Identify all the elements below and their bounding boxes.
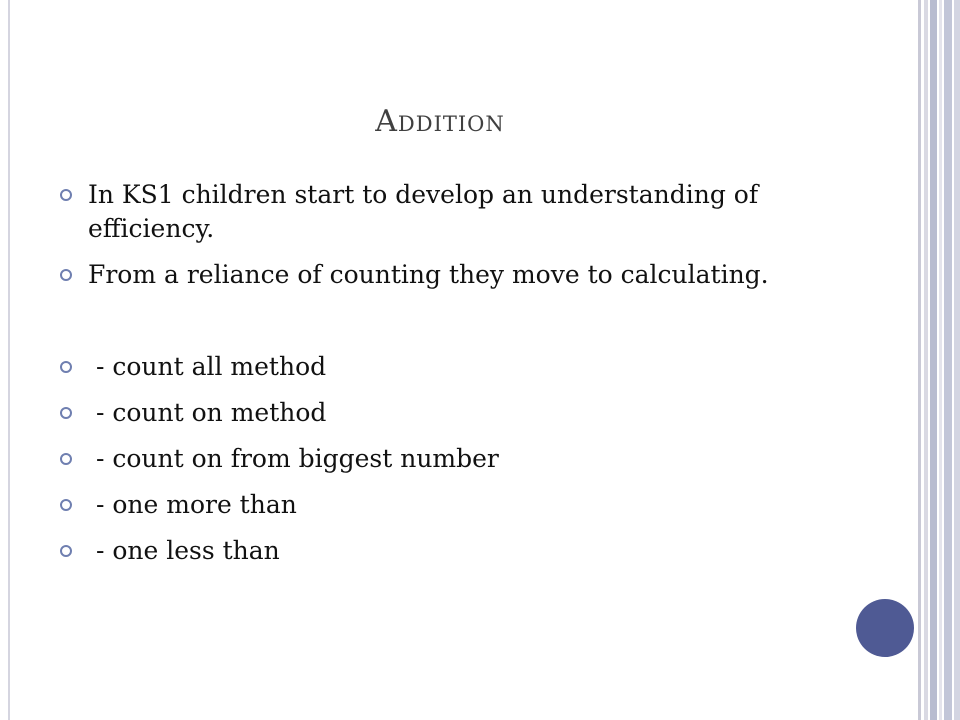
bullet-item [60,442,820,476]
bullet-text: From a reliance of counting they move to calculating. [88,260,769,289]
band-3 [930,0,937,720]
bullet-item [60,396,820,430]
bullet-text: - one more than [88,490,297,519]
band-4 [939,0,942,720]
bullet-item [60,488,820,522]
bullet-list [60,178,820,580]
bullet-text: - one less than [88,536,280,565]
band-2 [924,0,928,720]
decorative-circle [856,599,914,657]
bullet-marker-icon [60,545,72,557]
band-1 [918,0,921,720]
bullet-marker-icon [60,499,72,511]
bullet-text: - count all method [88,352,327,381]
bullet-marker-icon [60,361,72,373]
band-5 [944,0,952,720]
bullet-marker-icon [60,407,72,419]
slide-title [0,104,880,139]
bullet-marker-icon [60,269,72,281]
bullet-marker-icon [60,453,72,465]
bullet-item [60,178,820,246]
bullet-item [60,350,820,384]
bullet-item [60,534,820,568]
band-6 [954,0,960,720]
slide-title-text: Addition [375,104,505,139]
bullet-item [60,258,820,292]
right-decorative-bands [918,0,960,720]
bullet-text: - count on method [88,398,327,427]
bullet-spacer [60,304,820,338]
bullet-text: - count on from biggest number [88,444,499,473]
bullet-text: In KS1 children start to develop an understanding of efficiency. [88,180,759,243]
bullet-marker-icon [60,189,72,201]
